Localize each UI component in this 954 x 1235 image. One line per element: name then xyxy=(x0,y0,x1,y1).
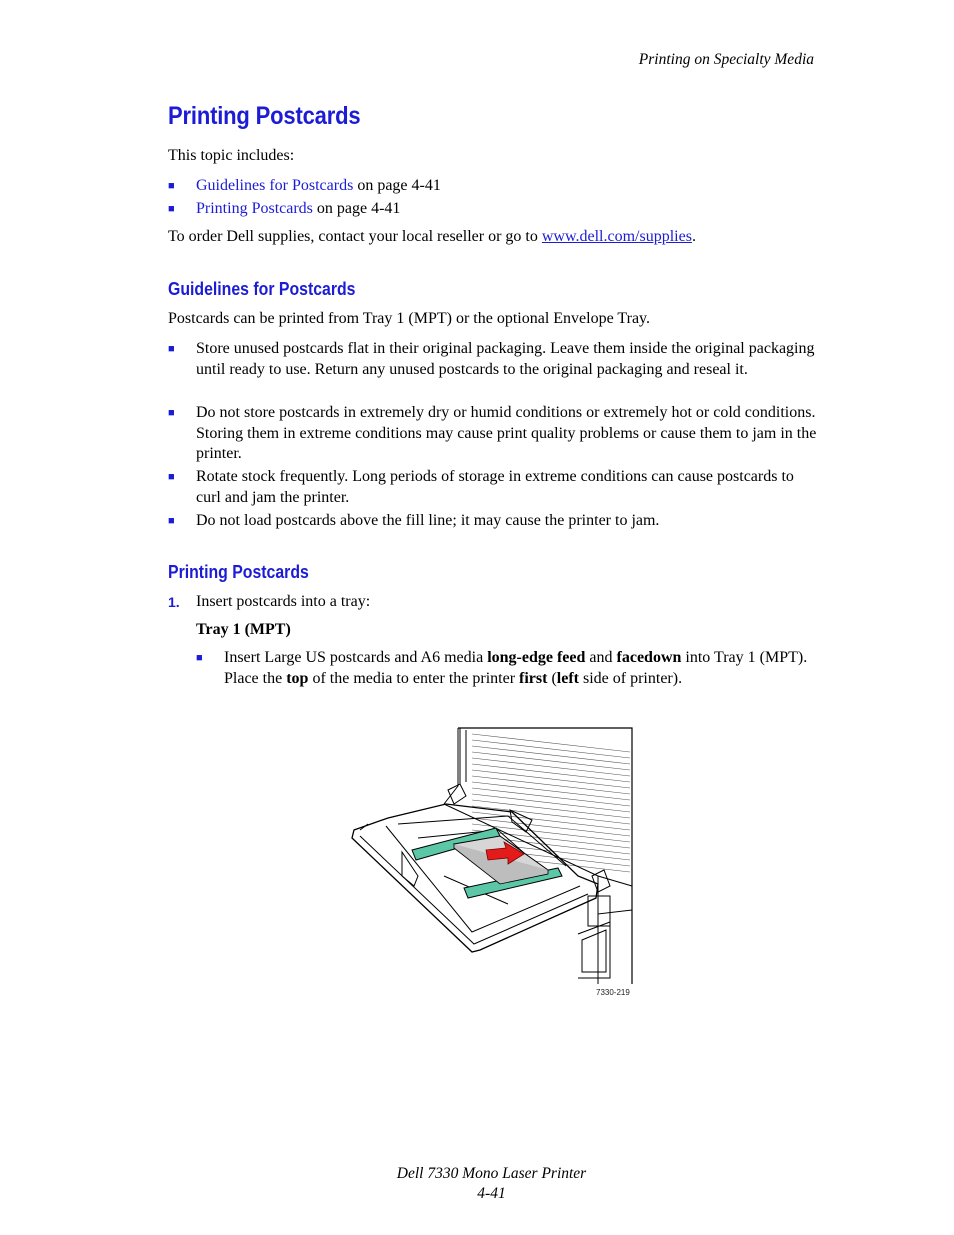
footer-page-number: 4-41 xyxy=(477,1185,506,1202)
bullet-square-icon: ■ xyxy=(168,407,175,419)
bullet-square-icon: ■ xyxy=(168,515,175,527)
order-supplies-text: To order Dell supplies, contact your local reseller or go to www.dell.com/supplies. xyxy=(168,228,696,245)
intro-lead: This topic includes: xyxy=(168,147,295,164)
toc-page-ref: on page 4-41 xyxy=(353,177,441,194)
section-heading-printing: Printing Postcards xyxy=(168,562,309,582)
toc-link-guidelines[interactable]: Guidelines for Postcards xyxy=(196,177,354,194)
step-text: Insert postcards into a tray: xyxy=(196,593,371,610)
bullet-square-icon: ■ xyxy=(168,471,175,483)
tray-label: Tray 1 (MPT) xyxy=(196,621,291,638)
guidelines-lead: Postcards can be printed from Tray 1 (MPT) or the optional Envelope Tray. xyxy=(168,310,651,327)
bullet-square-icon: ■ xyxy=(168,343,175,355)
figure-code: 7330-219 xyxy=(596,988,630,997)
toc-page-ref: on page 4-41 xyxy=(312,200,401,217)
running-header: Printing on Specialty Media xyxy=(638,51,814,68)
supplies-url-link[interactable]: www.dell.com/supplies xyxy=(541,228,692,245)
footer-product: Dell 7330 Mono Laser Printer xyxy=(396,1165,587,1182)
tray-loading-illustration xyxy=(348,726,636,988)
bullet-square-icon: ■ xyxy=(168,180,175,192)
toc-link-printing[interactable]: Printing Postcards xyxy=(196,200,313,217)
bullet-square-icon: ■ xyxy=(168,203,175,215)
step-number: 1. xyxy=(168,594,180,610)
bullet-square-icon: ■ xyxy=(196,652,203,664)
section-heading-guidelines: Guidelines for Postcards xyxy=(168,279,356,299)
page-footer xyxy=(0,1164,954,1204)
page-title: Printing Postcards xyxy=(168,102,361,130)
